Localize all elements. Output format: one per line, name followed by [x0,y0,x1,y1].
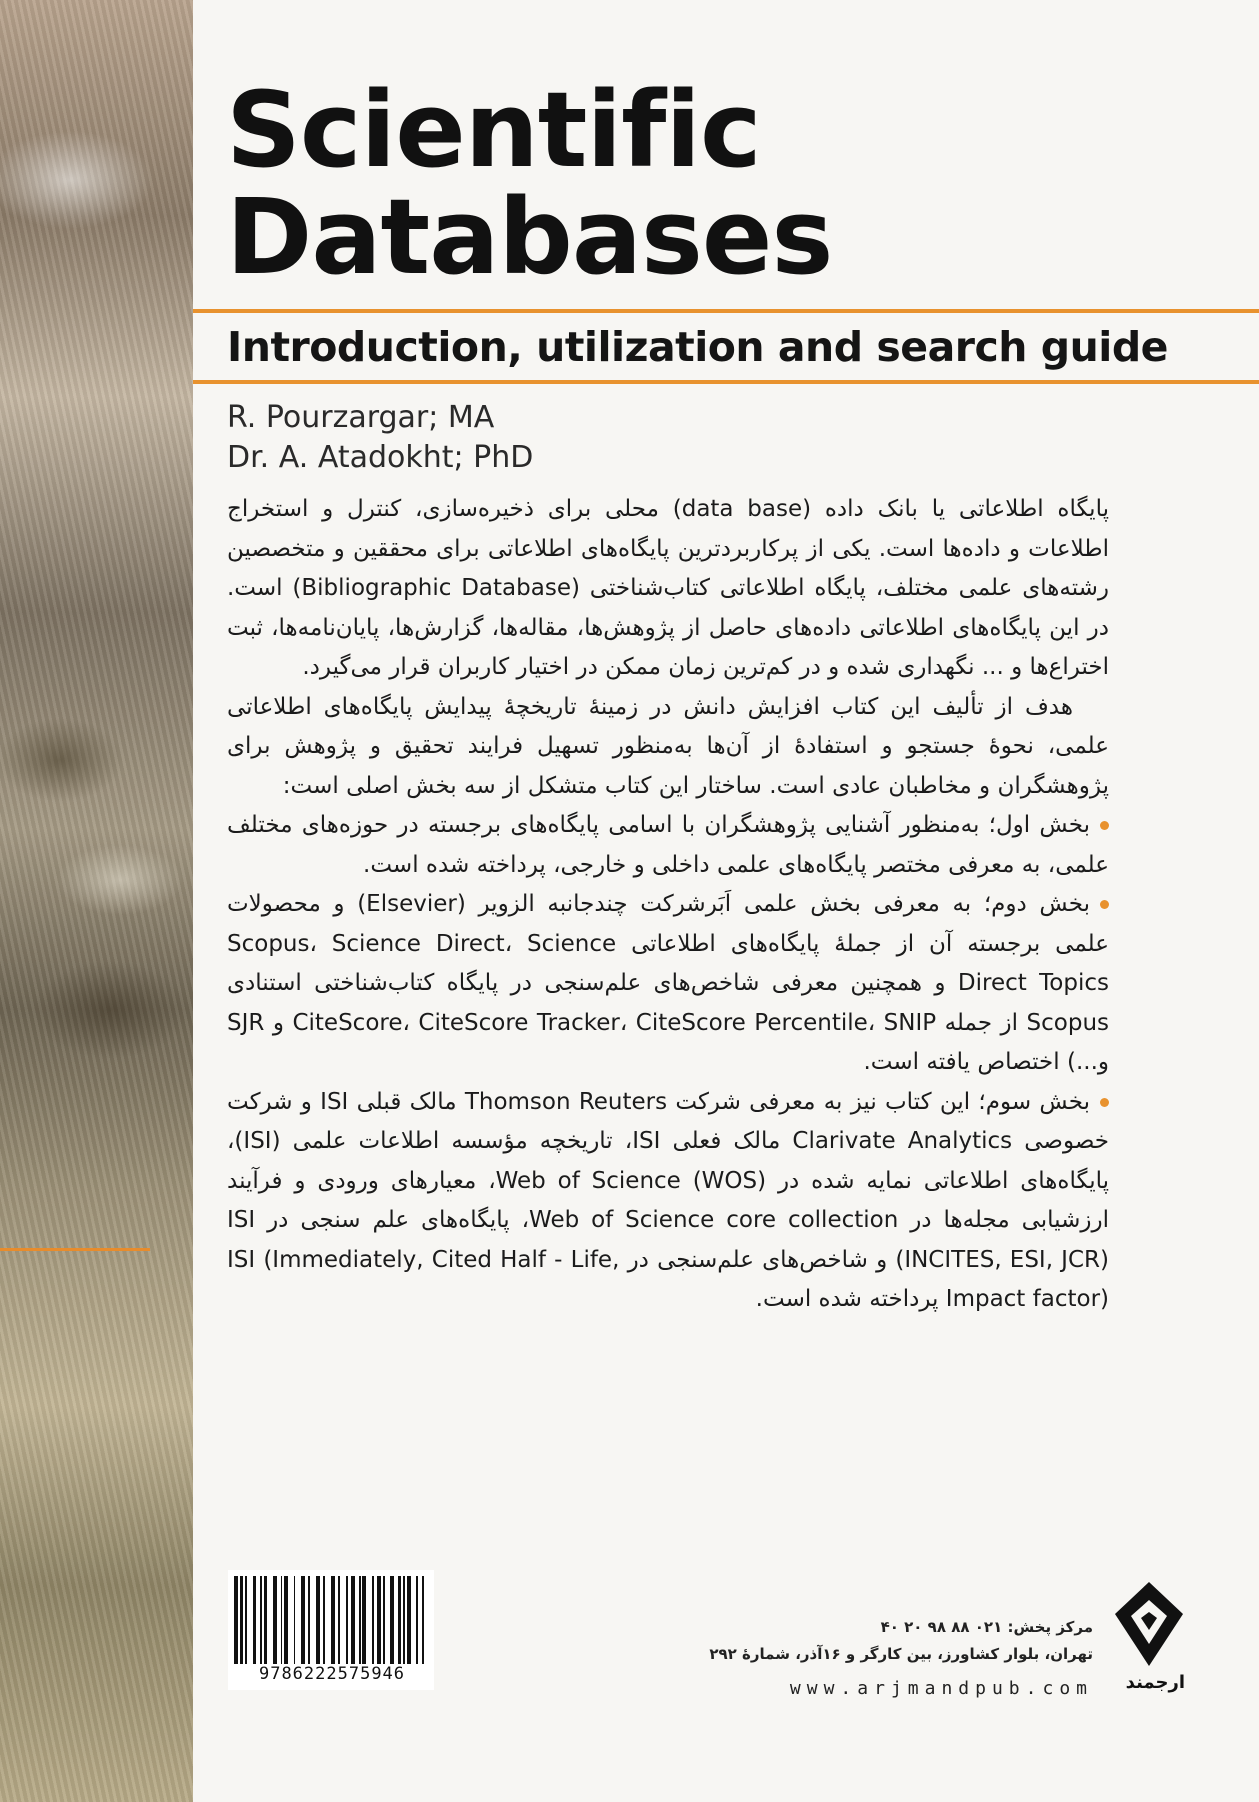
bullet-dot-icon [1100,900,1109,909]
isbn-barcode [228,1570,434,1690]
title-line-1: Scientific [226,69,761,191]
bullet-dot-icon [1100,1098,1109,1107]
paragraph-intro: پایگاه اطلاعاتی یا بانک داده (data base) محلی برای ذخیره‌سازی، کنترل و استخراج اطلاعات و داده‌ها است. یکی از پرکاربردترین پایگاه‌های اطلاعاتی برای محققین و متخصصین رشته‌های علمی مختلف، پایگاه اطلاعاتی کتاب‌شناختی (Bibliographic Database) است. در این پایگاه‌های اطلاعاتی داده‌های حاصل از پژوهش‌ها، مقاله‌ها، گزارش‌ها، پایان‌نامه‌ها، ثبت اختراع‌ها و ... نگهداری شده و در کم‌ترین زمان ممکن در اختیار کاربران قرار می‌گیرد. [227,496,1110,680]
publisher-website: www.arjmandpub.com [789,1678,1093,1699]
publisher-address: تهران، بلوار کشاورز، بین کارگر و ۱۶آذر، شمارهٔ ۲۹۲ [709,1645,1093,1663]
bullet-text: بخش سوم؛ این کتاب نیز به معرفی شرکت Thomson Reuters مالک قبلی ISI و شرکت خصوصی Clarivate Analytics مالک فعلی ISI، تاریخچه مؤسسه اطلاعات علمی (ISI)، پایگاه‌های اطلاعاتی نمایه شده در Web of Science (WOS)، معیارهای ورودی و فرآیند ارزشیابی مجله‌ها در Web of Science core collection، پایگاه‌های علم سنجی در ISI (INCITES, ESI, JCR) و شاخص‌های علم‌سنجی در ISI (Immediately, Cited Half - Life, Impact factor) پرداخته شده است. [227,1088,1110,1312]
accent-line [0,1248,150,1251]
paragraph-goal: هدف از تألیف این کتاب افزایش دانش در زمینهٔ تاریخچهٔ پیدایش پایگاه‌های اطلاعاتی علمی، نحوهٔ جستجو و استفادهٔ از آن‌ها به‌منظور تسهیل فرایند تحقیق و پژوهش برای پژوهشگران و مخاطبان عادی است. ساختار این کتاب متشکل از سه بخش اصلی است: [227,693,1109,799]
bullet-text: بخش اول؛ به‌منظور آشنایی پژوهشگران با اسامی پایگاه‌های برجسته در حوزه‌های مختلف علمی، به معرفی مختصر پایگاه‌های علمی داخلی و خارجی، پرداخته شده است. [227,812,1109,878]
distribution-phone: مرکز پخش: ۰۲۱ ۸۸ ۹۸ ۲۰ ۴۰ [880,1618,1093,1636]
title-line-2: Databases [226,176,833,298]
bullet-part-2 [227,885,1109,1083]
cover-photo-strip [0,0,193,1802]
barcode-number: 9786222575946 [258,1664,406,1684]
bullet-dot-icon [1100,821,1109,830]
barcode-bars [234,1576,428,1664]
subtitle: Introduction, utilization and search guide [227,323,1168,371]
cover-content [193,0,1259,1802]
publisher-info [709,1614,1093,1699]
bullet-text: بخش دوم؛ به معرفی بخش علمی اَبَرشرکت چندجانبه الزویر (Elsevier) و محصولات علمی برجسته آن از جملهٔ پایگاه‌های اطلاعاتی Scopus، Science Direct، Science Direct Topics و همچنین معرفی شاخص‌های علم‌سنجی در پایگاه کتاب‌شناختی استنادی Scopus از جمله CiteScore، CiteScore Tracker، CiteScore Percentile، SNIP و SJR و...) اختصاص یافته است. [227,891,1110,1075]
publisher-name: ارجمند [1125,1672,1185,1693]
barcode-bar [424,1576,428,1664]
author-1: R. Pourzargar; MA [227,400,495,435]
description [227,490,1109,1320]
bullet-part-1 [227,806,1109,885]
bullet-part-3 [227,1083,1109,1320]
author-2: Dr. A. Atadokht; PhD [227,440,534,475]
title-rule-bottom [193,380,1259,384]
title-rule-top [193,309,1259,313]
